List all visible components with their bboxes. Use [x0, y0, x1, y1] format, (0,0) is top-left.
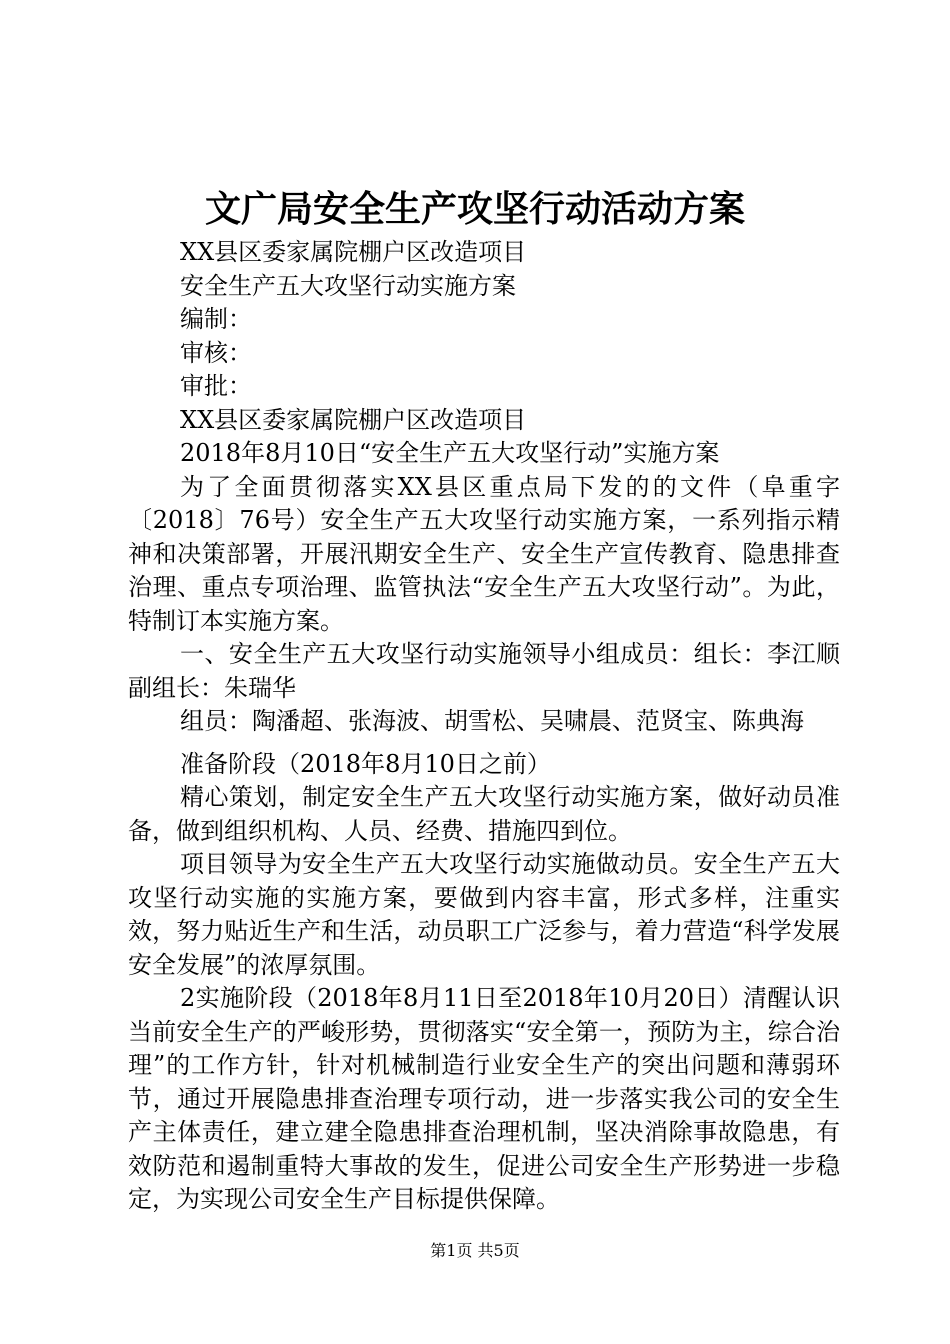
header-line-approver: 审批：: [180, 372, 252, 400]
header-line-compiler: 编制：: [180, 305, 252, 333]
paragraph-leadership: 一、安全生产五大攻坚行动实施领导小组成员：组长：李江顺副组长：朱瑞华: [128, 640, 840, 702]
paragraph-preparation-heading: 准备阶段（2018年8月10日之前）: [180, 749, 551, 778]
header-line-date-title: 2018年8月10日“安全生产五大攻坚行动”实施方案: [180, 439, 720, 467]
header-line-reviewer: 审核：: [180, 338, 252, 367]
paragraph-members: 组员：陶潘超、张海波、胡雪松、吴啸晨、范贤宝、陈典海: [180, 707, 804, 735]
header-line-project-repeat: XX县区委家属院棚户区改造项目: [180, 405, 527, 434]
header-line-plan-name: 安全生产五大攻坚行动实施方案: [180, 271, 516, 300]
header-line-project: XX县区委家属院棚户区改造项目: [180, 238, 527, 266]
document-body: [128, 236, 840, 1217]
page-footer: 第1页 共5页: [430, 1241, 520, 1260]
document-title: 文广局安全生产攻坚行动活动方案: [204, 188, 745, 230]
paragraph-preparation: 精心策划，制定安全生产五大攻坚行动实施方案，做好动员准备，做到组织机构、人员、经费、措施四到位。: [128, 783, 840, 845]
paragraph-implementation: 2实施阶段（2018年8月11日至2018年10月20日）清醒认识当前安全生产的严峻形势，贯彻落实“安全第一，预防为主，综合治理”的工作方针，针对机械制造行业安全生产的突出问题和薄弱环节，通过开展隐患排查治理专项行动，进一步落实我公司的安全生产主体责任，建立建全隐患排查治理机制，坚决消除事故隐患，有效防范和遏制重特大事故的发生，促进公司安全生产形势进一步稳定，为实现公司安全生产目标提供保障。: [128, 984, 840, 1213]
paragraph-mobilization: 项目领导为安全生产五大攻坚行动实施做动员。安全生产五大攻坚行动实施的实施方案，要做到内容丰富，形式多样，注重实效，努力贴近生产和生活，动员职工广泛参与，着力营造“科学发展安全发展”的浓厚氛围。: [128, 850, 840, 979]
paragraph-intro: 为了全面贯彻落实XX县区重点局下发的的文件（阜重字〔2018〕76号）安全生产五大攻坚行动实施方案，一系列指示精神和决策部署，开展汛期安全生产、安全生产宣传教育、隐患排查治理、重点专项治理、监管执法“安全生产五大攻坚行动”。为此，特制订本实施方案。: [128, 472, 840, 635]
